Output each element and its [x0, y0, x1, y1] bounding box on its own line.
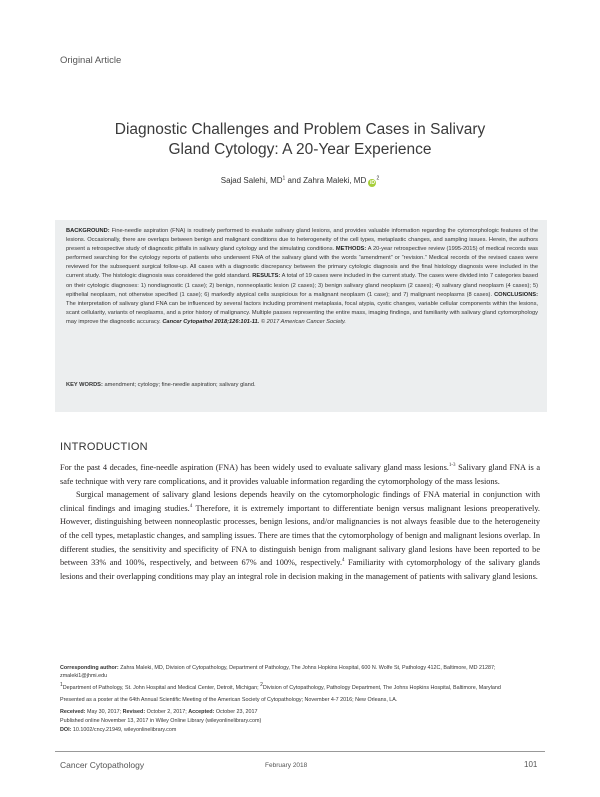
footer-page-number: 101: [524, 760, 538, 769]
revised-label: Revised:: [122, 709, 146, 715]
methods-text: A 20-year retrospective review (1995-2015) of medical records was performed searching for the cytology reports of patients who underwent FNA of the salivary gland with the words “amendment” or “revision.” Medical records of the revised cases were reviewed for the subsequent surgical follow-up. All cases with a diagnostic discrepancy between the primary cytologic diagnosis and the final histology diagnosis were included in the current study. The histologic diagnosis was considered the gold standard.: [66, 246, 538, 280]
corresponding-author: [60, 664, 540, 680]
results-text: A total of 19 cases were included in the current study. The cases were divided into 7 categories based on their cytologic diagnoses: 1) nondiagnostic (1 case); 2) benign, nonneoplastic lesion (2 cases); 3) benign salivary gland neoplasm (2 cases); 4) salivary gland neoplasm (4 cases); 5) epithelial neoplasm, not otherwise specified (1 case); 6) markedly atypical cells suspicious for a malignant neoplasm (1 case); and 7) malignant neoplasms (8 cases).: [66, 273, 538, 298]
footer-divider: [55, 751, 545, 752]
introduction-body: [60, 461, 540, 583]
reference-link[interactable]: 1-3: [448, 463, 456, 469]
conclusions-text: The interpretation of salivary gland FNA can be influenced by several factors including prominent metaplasia, focal atypia, cystic changes, variable cellular components within the lesions, scant cellularity, variants of neoplasms, and a prior history of malignancy. Multiple passes representing the entire mass, imaging findings, and familiarity with salivary gland cytomorphology may improve the diagnostic accuracy.: [66, 300, 538, 325]
affiliation-2-marker: 2: [260, 682, 263, 689]
results-label: RESULTS:: [252, 273, 281, 280]
citation: Cancer Cytopathol 2018;126:101-11.: [162, 318, 260, 325]
reference-link[interactable]: 4: [189, 504, 193, 510]
published-note: Published online November 13, 2017 in Wiley Online Library (wileyonlinelibrary.com): [60, 718, 262, 724]
affiliation-2: Division of Cytopathology, Pathology Department, The Johns Hopkins Hospital, Baltimore, Maryland: [262, 685, 501, 691]
history-dates: [60, 708, 540, 716]
title-line-1: Diagnostic Challenges and Problem Cases in Salivary: [114, 121, 486, 138]
keywords-label: KEY WORDS:: [66, 382, 103, 388]
copyright: © 2017 American Cancer Society.: [259, 318, 346, 325]
title-line-2: Gland Cytology: A 20-Year Experience: [168, 141, 432, 158]
footer-journal-name: Cancer Cytopathology: [60, 760, 145, 770]
footer-issue-date: February 2018: [265, 762, 308, 769]
conclusions-label: CONCLUSIONS:: [494, 291, 538, 298]
affiliations: [60, 684, 540, 692]
doi-text[interactable]: 10.1002/cncy.21949, wileyonlinelibrary.com: [71, 727, 177, 733]
author-1-affiliation: 1: [282, 175, 286, 182]
revised-date: October 2, 2017;: [145, 709, 189, 715]
accepted-label: Accepted:: [188, 709, 215, 715]
section-heading-introduction: INTRODUCTION: [60, 441, 148, 453]
p2-text-a: Surgical management of salivary gland lesions depends heavily on the cytomorphologic findings of FNA material in conjunction with clinical findings and imaging studies.: [60, 490, 540, 513]
presented-note: Presented as a poster at the 64th Annual Scientific Meeting of the American Society of Cytopathology; November 4-7 2016; New Orleans, LA.: [60, 697, 398, 703]
corresponding-label: Corresponding author:: [60, 665, 119, 671]
corresponding-text: Zahra Maleki, MD, Division of Cytopathology, Department of Pathology, The Johns Hopkins Hospital, 600 N. Wolfe St, Pathology 412C, Baltimore, MD 21287; zmaleki1@jhmi.edu: [60, 665, 496, 679]
keywords-text: amendment; cytology; fine-needle aspiration; salivary gland.: [102, 382, 256, 388]
doi[interactable]: [60, 726, 540, 734]
background-label: BACKGROUND:: [66, 228, 110, 234]
received-date: May 30, 2017;: [85, 709, 123, 715]
p1-text-a: For the past 4 decades, fine-needle aspiration (FNA) has been widely used to evaluate salivary gland mass lesions.: [60, 463, 449, 472]
orcid-icon[interactable]: iD: [369, 180, 375, 186]
article-title: [60, 120, 540, 160]
background-text: Fine-needle aspiration (FNA) is routinely performed to evaluate salivary gland lesions, and provides valuable information regarding the cytomorphologic features of the lesions. Occasionally, there are overlaps between benign and malignant conditions due to heterogeneity of the cell types, metaplastic changes, and sampling issues. Herein, the authors present a retrospective study of diagnostic pitfalls in salivary gland cytology and the simulating conditions.: [66, 228, 538, 253]
p1-text-b: Salivary gland FNA is a safe technique with very rare complications, and it provides valuable information regarding the cytomorphology of the mass lesions.: [60, 463, 541, 486]
methods-label: METHODS:: [335, 246, 367, 253]
introduction-paragraph-1: [60, 461, 540, 488]
author-2-affiliation: 2: [376, 175, 380, 182]
p2-text-b: Therefore, it is extremely important to differentiate benign versus malignant lesions preoperatively. However, distinguishing between nonneoplastic processes, benign lesions, and/or malignancies is not always feasible due to the heterogeneity of the cell types, metaplastic changes, and sampling issues. There are times that the cytomorphology of benign and malignant lesions overlap. In different studies, the sensitivity and specificity of FNA to distinguish benign from malignant salivary gland lesions have been reported to be between 33% and 100%, respectively, and between 67% and 100%, respectively.: [60, 503, 541, 568]
author-1[interactable]: Sajad Salehi, MD: [220, 176, 283, 185]
received-label: Received:: [60, 709, 86, 715]
affiliation-1: Department of Pathology, St. John Hospital and Medical Center, Detroit, Michigan;: [62, 685, 261, 691]
p2-text-c: Familiarity with cytomorphology of the salivary glands lesions and their overlapping conditions may play an integral role in decision making in the management of patients with salivary gland lesions.: [60, 558, 540, 581]
reference-link[interactable]: 4: [342, 558, 345, 564]
article-type: Original Article: [60, 55, 122, 66]
author-conjunction: and: [285, 176, 304, 185]
abstract: [66, 227, 538, 327]
affiliation-1-marker: 1: [60, 682, 63, 689]
introduction-paragraph-2: [60, 488, 540, 583]
keywords: [66, 382, 538, 388]
accepted-date: October 23, 2017: [214, 709, 258, 715]
author-2[interactable]: Zahra Maleki, MD: [303, 176, 367, 185]
author-line: [60, 176, 540, 187]
footnotes: [60, 664, 540, 738]
doi-label: DOI:: [60, 727, 72, 733]
